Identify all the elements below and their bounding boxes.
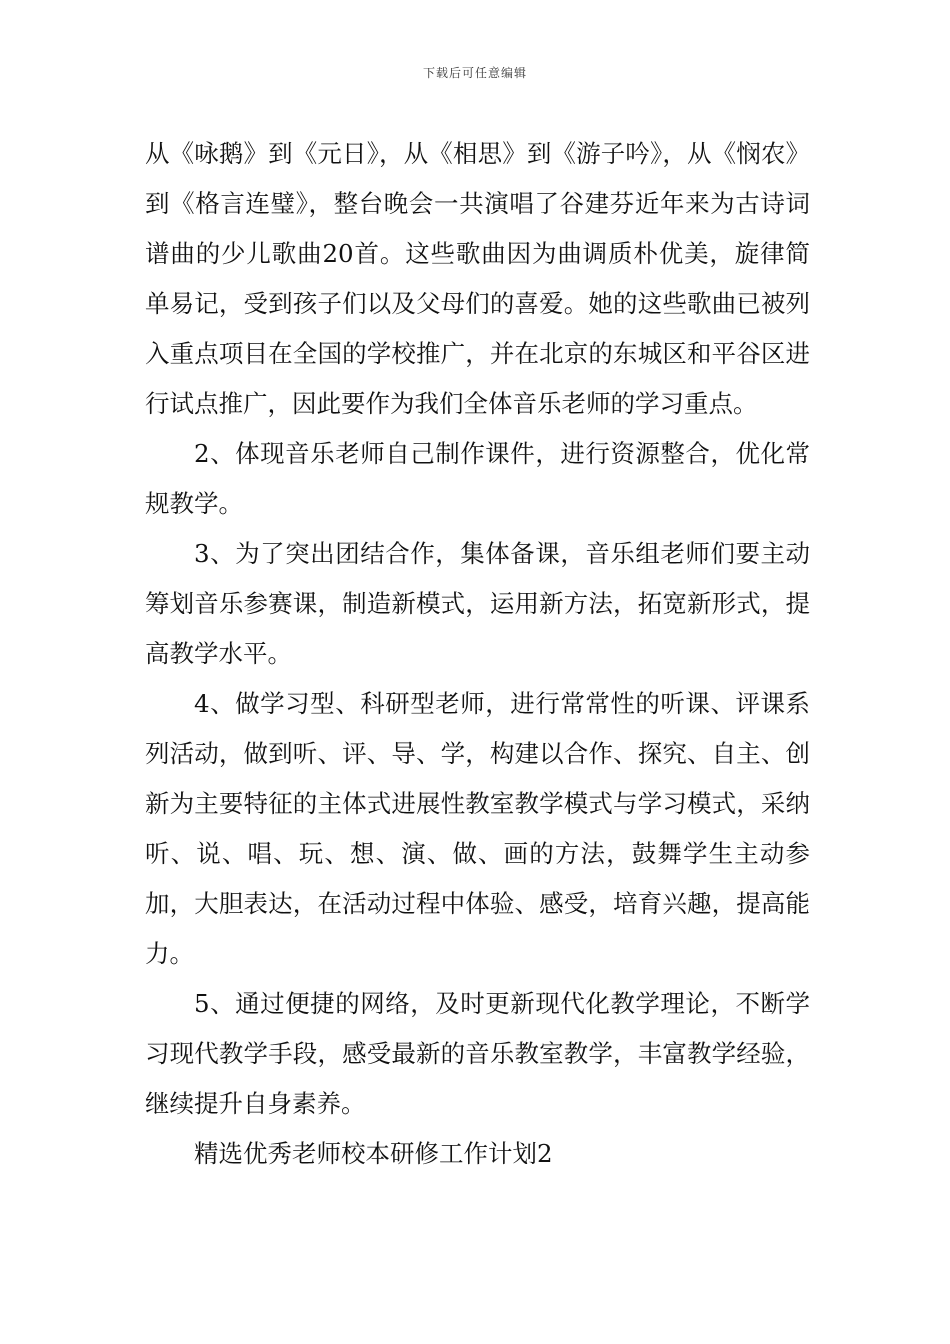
paragraph-3: 3、为了突出团结合作，集体备课，音乐组老师们要主动筹划音乐参赛课，制造新模式，运用新方法，拓宽新形式，提高教学水平。 (145, 539, 810, 668)
document-body (145, 129, 810, 1179)
page-header: 下载后可任意编辑 (422, 66, 527, 80)
paragraph-5: 5、通过便捷的网络，及时更新现代化教学理论，不断学习现代教学手段，感受最新的音乐教室教学，丰富教学经验，继续提升自身素养。 (145, 989, 810, 1118)
paragraph-2: 2、体现音乐老师自己制作课件，进行资源整合，优化常规教学。 (145, 439, 810, 518)
section-heading: 精选优秀老师校本研修工作计划2 (194, 1139, 553, 1168)
paragraph-1: 从《咏鹅》到《元日》，从《相思》到《游子吟》，从《悯农》到《格言连璧》，整台晚会一共演唱了谷建芬近年来为古诗词谱曲的少儿歌曲20首。这些歌曲因为曲调质朴优美，旋律简单易记，受到孩子们以及父母们的喜爱。她的这些歌曲已被列入重点项目在全国的学校推广，并在北京的东城区和平谷区进行试点推广，因此要作为我们全体音乐老师的学习重点。 (145, 139, 810, 418)
paragraph-4: 4、做学习型、科研型老师，进行常常性的听课、评课系列活动，做到听、评、导、学，构建以合作、探究、自主、创新为主要特征的主体式进展性教室教学模式与学习模式，采纳听、说、唱、玩、想、演、做、画的方法，鼓舞学生主动参加，大胆表达，在活动过程中体验、感受，培育兴趣，提高能力。 (145, 689, 810, 968)
